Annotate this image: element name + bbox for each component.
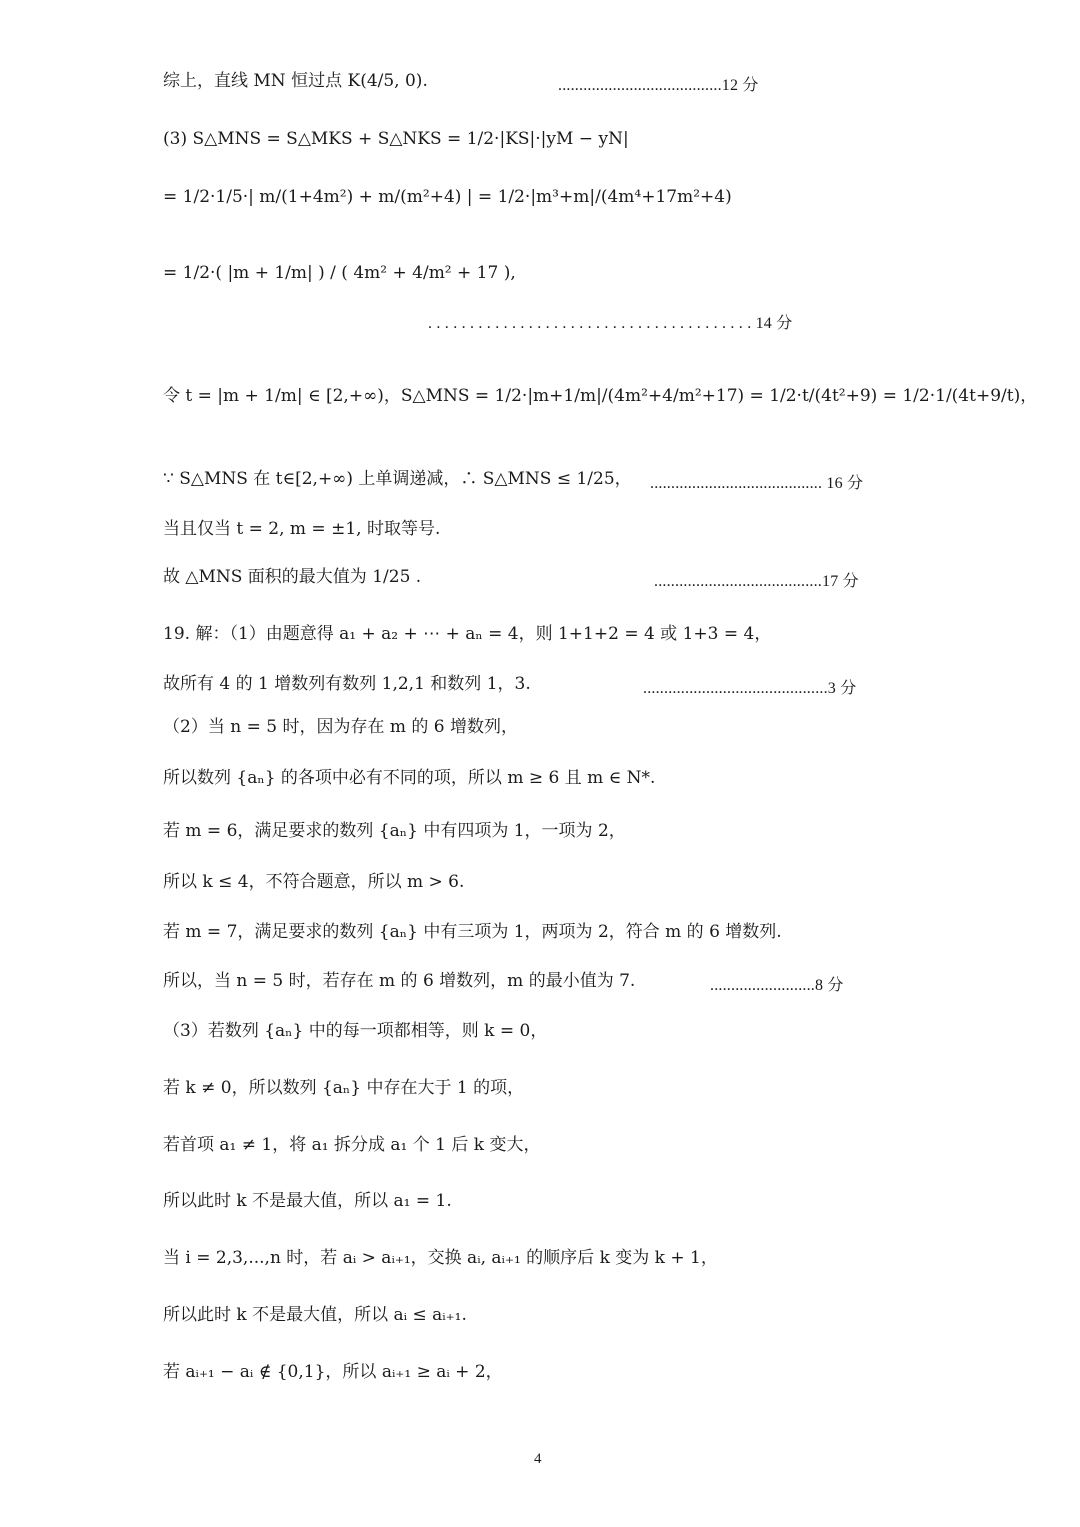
line-4: = 1/2·( |m + 1/m| ) / ( 4m² + 4/m² + 17 ), (163, 263, 516, 283)
line-9: 故 △MNS 面积的最大值为 1/25 . (163, 567, 422, 587)
line-19: 若 k ≠ 0，所以数列 {aₙ} 中存在大于 1 的项， (163, 1078, 525, 1098)
line-1-text: 综上，直线 MN 恒过点 K(4/5, 0). (163, 71, 428, 91)
score-17: ........................................17 分 (654, 573, 859, 590)
line-10: 19. 解：（1）由题意得 a₁ + a₂ + ⋯ + aₙ = 4，则 1+1+2 = 4 或 1+3 = 4， (163, 624, 772, 644)
score-16: ......................................... 16 分 (650, 475, 864, 492)
line-7: ∵ S△MNS 在 t∈[2,+∞) 上单调递减，∴ S△MNS ≤ 1/25， (163, 469, 632, 489)
line-20: 若首项 a₁ ≠ 1，将 a₁ 拆分成 a₁ 个 1 后 k 变大， (163, 1135, 541, 1155)
line-12: （2）当 n = 5 时，因为存在 m 的 6 增数列， (163, 717, 518, 737)
line-22: 当 i = 2,3,...,n 时，若 aᵢ > aᵢ₊₁，交换 aᵢ, aᵢ₊₁ 的顺序后 k 变为 k + 1， (163, 1248, 718, 1268)
line-8: 当且仅当 t = 2, m = ±1, 时取等号. (163, 519, 441, 539)
line-6: 令 t = |m + 1/m| ∈ [2,+∞)，S△MNS = 1/2·|m+1/m|/(4m²+4/m²+17) = 1/2·t/(4t²+9) = 1/2·1/(4t+9/t)， (163, 386, 1038, 406)
line-16: 若 m = 7，满足要求的数列 {aₙ} 中有三项为 1，两项为 2，符合 m 的 6 增数列. (163, 922, 782, 942)
line-21: 所以此时 k 不是最大值，所以 a₁ = 1. (163, 1191, 452, 1211)
score-8: .........................8 分 (710, 977, 844, 994)
score-12: .......................................12 分 (558, 77, 759, 94)
line-1 (163, 70, 428, 92)
score-14: . . . . . . . . . . . . . . . . . . . . . . . . . . . . . . . . . . . . . . . 14 分 (428, 315, 793, 332)
line-24: 若 aᵢ₊₁ − aᵢ ∉ {0,1}，所以 aᵢ₊₁ ≥ aᵢ + 2， (163, 1362, 503, 1382)
line-11: 故所有 4 的 1 增数列有数列 1,2,1 和数列 1，3. (163, 674, 531, 694)
line-13: 所以数列 {aₙ} 的各项中必有不同的项，所以 m ≥ 6 且 m ∈ N*. (163, 768, 656, 788)
line-15: 所以 k ≤ 4，不符合题意，所以 m > 6. (163, 872, 465, 892)
line-17: 所以，当 n = 5 时，若存在 m 的 6 增数列，m 的最小值为 7. (163, 971, 636, 991)
line-14: 若 m = 6，满足要求的数列 {aₙ} 中有四项为 1，一项为 2， (163, 821, 626, 841)
line-18: （3）若数列 {aₙ} 中的每一项都相等，则 k = 0， (163, 1021, 548, 1041)
line-2: (3) S△MNS = S△MKS + S△NKS = 1/2·|KS|·|yM − yN| (163, 129, 629, 149)
score-3: ............................................3 分 (643, 680, 857, 697)
line-23: 所以此时 k 不是最大值，所以 aᵢ ≤ aᵢ₊₁. (163, 1305, 467, 1325)
page-number: 4 (534, 1451, 542, 1467)
line-3: = 1/2·1/5·| m/(1+4m²) + m/(m²+4) | = 1/2·|m³+m|/(4m⁴+17m²+4) (163, 187, 732, 207)
